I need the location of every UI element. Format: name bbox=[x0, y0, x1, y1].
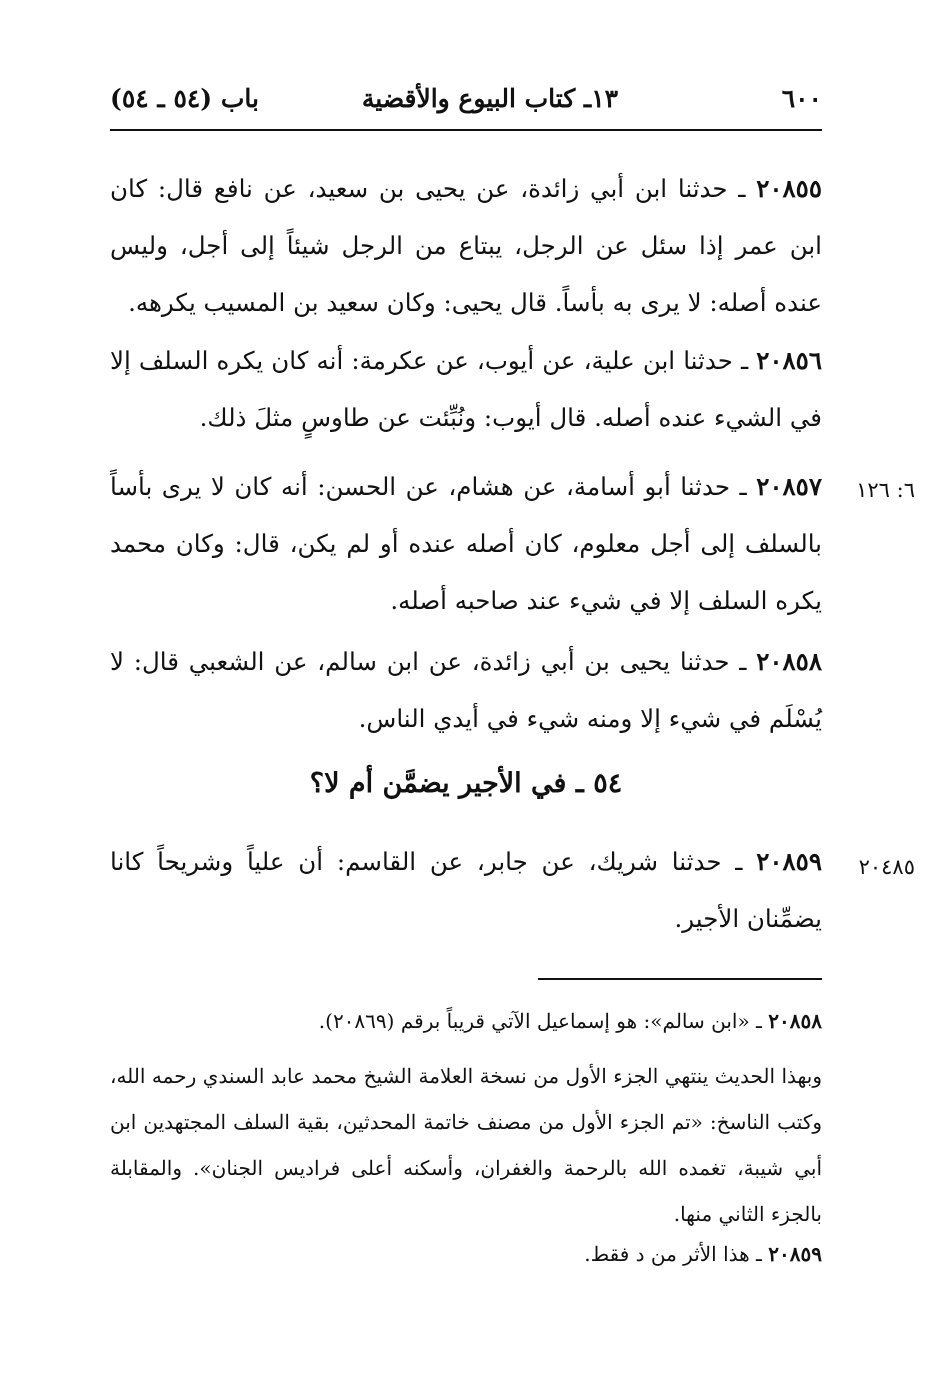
footnote-text: ـ «ابن سالم»: هو إسماعيل الآتي قريباً برقم (٢٠٨٦٩). bbox=[318, 1009, 769, 1033]
hadith-text: ـ حدثنا شريك، عن جابر، عن القاسم: أن علياً وشريحاً كانا يضمِّنان الأجير. bbox=[110, 847, 822, 933]
hadith-20858 bbox=[110, 633, 822, 747]
chapter-heading: ٥٤ ـ في الأجير يضمَّن أم لا؟ bbox=[309, 768, 623, 799]
hadith-number: ٢٠٨٥٦ bbox=[756, 346, 822, 375]
chapter-range: باب (٥٤ ـ ٥٤) bbox=[110, 84, 259, 113]
hadith-20859 bbox=[110, 833, 822, 947]
hadith-number: ٢٠٨٥٩ bbox=[756, 847, 822, 876]
hadith-text: ـ حدثنا ابن أبي زائدة، عن يحيى بن سعيد، عن نافع قال: كان ابن عمر إذا سئل عن الرجل، يبتاع من الرجل شيئاً إلى أجل، وليس عنده أصله: لا يرى به بأساً. قال يحيى: وكان سعيد بن المسيب يكرهه. bbox=[110, 174, 822, 317]
footnote-number: ٢٠٨٥٩ bbox=[768, 1242, 822, 1266]
footnote-colophon bbox=[110, 1053, 822, 1237]
margin-reference: ٢٠٤٨٥ bbox=[858, 855, 915, 879]
footnote-text: وبهذا الحديث ينتهي الجزء الأول من نسخة العلامة الشيخ محمد عابد السندي رحمه الله، وكتب الناسخ: «تم الجزء الأول من مصنف خاتمة المحدثين، بقية السلف المجتهدين ابن أبي شيبة، تغمده الله بالرحمة والغفران، وأسكنه أعلى فراديس الجنان». والمقابلة بالجزء الثاني منها. bbox=[110, 1064, 822, 1226]
hadith-20856 bbox=[110, 332, 822, 446]
footnote-20858 bbox=[110, 998, 822, 1044]
hadith-number: ٢٠٨٥٥ bbox=[756, 174, 822, 203]
hadith-number: ٢٠٨٥٧ bbox=[756, 472, 822, 501]
footnote-rule bbox=[538, 978, 822, 980]
margin-reference: ٦: ١٢٦ bbox=[856, 478, 915, 502]
hadith-text: ـ حدثنا أبو أسامة، عن هشام، عن الحسن: أنه كان لا يرى بأساً بالسلف إلى أجل معلوم، كان أصله عنده أو لم يكن، قال: وكان محمد يكره السلف إلا في شيء عند صاحبه أصله. bbox=[110, 472, 822, 615]
hadith-number: ٢٠٨٥٨ bbox=[756, 647, 822, 676]
hadith-text: ـ حدثنا يحيى بن أبي زائدة، عن ابن سالم، عن الشعبي قال: لا يُسْلَم في شيء إلا ومنه شيء في أيدي الناس. bbox=[110, 647, 822, 733]
book-title: ١٣ـ كتاب البيوع والأقضية bbox=[361, 84, 619, 113]
header-rule bbox=[110, 129, 822, 131]
footnote-text: ـ هذا الأثر من د فقط. bbox=[584, 1242, 769, 1266]
footnote-20859 bbox=[110, 1231, 822, 1277]
hadith-20855 bbox=[110, 160, 822, 331]
hadith-text: ـ حدثنا ابن علية، عن أيوب، عن عكرمة: أنه كان يكره السلف إلا في الشيء عنده أصله. قال أيوب: ونُبِّئت عن طاوسٍ مثلَ ذلك. bbox=[110, 346, 822, 432]
page-number: ٦٠٠ bbox=[781, 84, 822, 113]
footnote-number: ٢٠٨٥٨ bbox=[768, 1009, 822, 1033]
hadith-20857 bbox=[110, 458, 822, 629]
running-header bbox=[110, 80, 822, 124]
